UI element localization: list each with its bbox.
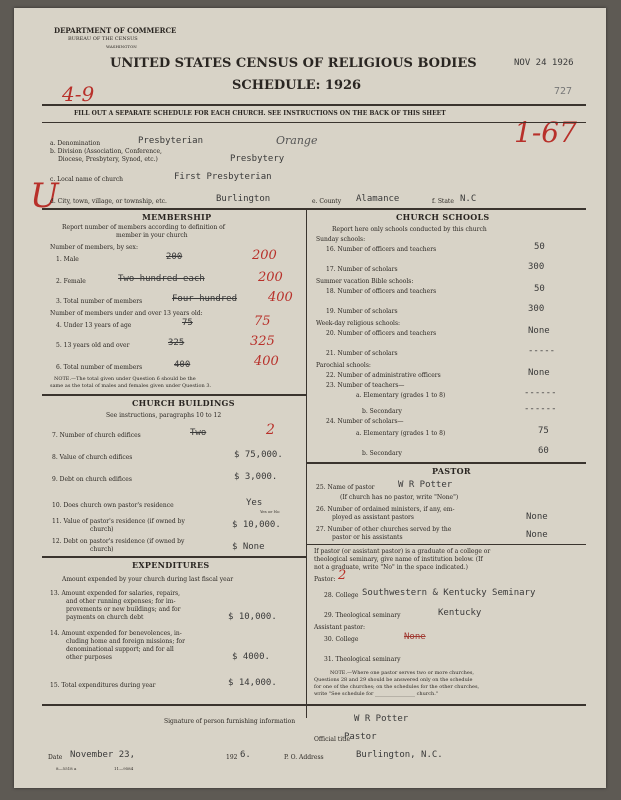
q5-label: 5. 13 years old and over (56, 342, 130, 349)
q21-value: ----- (528, 346, 556, 356)
buildings-sub: See instructions, paragraphs 10 to 12 (106, 412, 222, 419)
county-label: e. County (312, 198, 342, 205)
q9-value: $ 3,000. (234, 472, 278, 482)
q18-value: 50 (534, 284, 545, 294)
q12-label-a: 12. Debt on pastor's residence (if owned by (52, 538, 185, 545)
local-name-label: c. Local name of church (50, 176, 124, 183)
bureau-label: BUREAU OF THE CENSUS (68, 36, 138, 42)
po-address-value: Burlington, N.C. (356, 750, 443, 760)
denomination-label: a. Denomination (50, 140, 101, 147)
q1-label: 1. Male (56, 256, 79, 263)
q20-value: None (528, 326, 550, 336)
q14-value: $ 4000. (232, 652, 270, 662)
q10-hint: Yes or No (260, 509, 280, 514)
q6-typed: 400 (174, 360, 191, 370)
expenditures-sub: Amount expended by your church during last fiscal year (62, 576, 234, 583)
pastor-sublabel: Pastor: (314, 576, 336, 583)
q21-label: 21. Number of scholars (326, 350, 398, 357)
q2-typed: Two hundred each (118, 274, 205, 284)
q25-value: W R Potter (398, 480, 453, 490)
form-number: 8—5518 a (56, 766, 77, 771)
q8-value: $ 75,000. (234, 450, 283, 460)
q23a-label: a. Elementary (grades 1 to 8) (356, 392, 446, 399)
graduate-note-3: not a graduate, write "No" in the space indicated.) (314, 564, 468, 571)
form-title: UNITED STATES CENSUS OF RELIGIOUS BODIES (110, 56, 477, 71)
local-name-value: First Presbyterian (174, 172, 272, 182)
sunday-schools-label: Sunday schools: (316, 236, 366, 243)
q2-hand: 200 (258, 270, 283, 285)
q23b-label: b. Secondary (362, 408, 402, 415)
division-label-2: Diocese, Presbytery, Synod, etc.) (58, 156, 158, 163)
census-schedule-sheet (14, 8, 606, 788)
q13-label-d: payments on church debt (66, 614, 144, 621)
membership-note-a: NOTE.—The total given under Question 6 should be the (54, 376, 196, 382)
q5-typed: 325 (168, 338, 185, 348)
q3-hand: 400 (268, 290, 293, 305)
q23b-value: ------ (524, 404, 557, 414)
q15-label: 15. Total expenditures during year (50, 682, 156, 689)
year-label: 192 (226, 754, 238, 761)
q7-label: 7. Number of church edifices (52, 432, 141, 439)
state-value: N.C (460, 194, 477, 204)
po-address-label: P. O. Address (284, 754, 324, 761)
q16-value: 50 (534, 242, 545, 252)
q24b-value: 60 (538, 446, 549, 456)
parochial-schools-label: Parochial schools: (316, 362, 371, 369)
graduate-note-1: If pastor (or assistant pastor) is a graduate of a college or (314, 548, 491, 555)
denomination-handwritten-note: Orange (276, 134, 318, 147)
received-stamp-date: NOV 24 1926 (514, 58, 574, 68)
q13-label-b: and other running expenses; for im- (66, 598, 176, 605)
q11-label-b: church) (90, 526, 114, 533)
q24a-label: a. Elementary (grades 1 to 8) (356, 430, 446, 437)
signature-value: W R Potter (354, 714, 409, 724)
q30-label: 30. College (324, 636, 359, 643)
state-label: f. State (432, 198, 454, 205)
instruction-line: FILL OUT A SEPARATE SCHEDULE FOR EACH CHURCH. SEE INSTRUCTIONS ON THE BACK OF THIS SHEET (74, 110, 446, 117)
q7-hand: 2 (266, 422, 275, 438)
q26-label-b: ployed as assistant pastors (332, 514, 414, 521)
q28-value: Southwestern & Kentucky Seminary (362, 588, 536, 598)
membership-note-1: Report number of members according to definition of (62, 224, 226, 231)
q14-label-c: denominational support; and for all (66, 646, 174, 653)
buildings-heading: CHURCH BUILDINGS (132, 398, 235, 408)
division-value: Presbytery (230, 154, 285, 164)
handwritten-number: 1-67 (514, 116, 577, 149)
q6-hand: 400 (254, 354, 279, 369)
city-field-label: d. City, town, village, or township, etc. (50, 198, 167, 205)
q3-label: 3. Total number of members (56, 298, 143, 305)
q17-label: 17. Number of scholars (326, 266, 398, 273)
schools-heading: CHURCH SCHOOLS (396, 212, 490, 222)
q4-typed: 75 (182, 318, 193, 328)
signature-label: Signature of person furnishing information (164, 718, 296, 725)
q1-typed: 200 (166, 252, 183, 262)
pastor-hand-mark: 2 (338, 568, 347, 583)
members-by-age-label: Number of members under and over 13 years old: (50, 310, 203, 317)
date-label: Date (48, 754, 63, 761)
q31-label: 31. Theological seminary (324, 656, 401, 663)
pastor-note-1: NOTE.—Where one pastor serves two or more churches, (330, 670, 475, 676)
q27-value: None (526, 530, 548, 540)
q10-value: Yes (246, 498, 263, 508)
received-stamp-number: 727 (554, 86, 573, 97)
q12-label-b: church) (90, 546, 114, 553)
q20-label: 20. Number of officers and teachers (326, 330, 437, 337)
q16-label: 16. Number of officers and teachers (326, 246, 437, 253)
schools-sub: Report here only schools conducted by this church (332, 226, 487, 233)
q1-hand: 200 (252, 248, 277, 263)
members-by-sex-label: Number of members, by sex: (50, 244, 138, 251)
q15-value: $ 14,000. (228, 678, 277, 688)
q5-hand: 325 (250, 334, 275, 349)
city-field-value: Burlington (216, 194, 271, 204)
summer-schools-label: Summer vacation Bible schools: (316, 278, 414, 285)
denomination-value: Presbyterian (138, 136, 204, 146)
date-value: November 23, (70, 750, 136, 760)
q13-value: $ 10,000. (228, 612, 277, 622)
q2-label: 2. Female (56, 278, 86, 285)
q4-hand: 75 (254, 314, 271, 329)
q17-value: 300 (528, 262, 545, 272)
weekday-schools-label: Week-day religious schools: (316, 320, 401, 327)
q29-value: Kentucky (438, 608, 482, 618)
q11-label-a: 11. Value of pastor's residence (if owned by (52, 518, 185, 525)
q9-label: 9. Debt on church edifices (52, 476, 132, 483)
city-label: WASHINGTON (106, 44, 137, 49)
q24a-value: 75 (538, 426, 549, 436)
assistant-pastor-label: Assistant pastor: (314, 624, 366, 631)
q13-label-a: 13. Amount expended for salaries, repairs, (50, 590, 181, 597)
q3-typed: Four hundred (172, 294, 238, 304)
q4-label: 4. Under 13 years of age (56, 322, 132, 329)
q10-label: 10. Does church own pastor's residence (52, 502, 174, 509)
handwritten-margin-mark: U (30, 176, 59, 216)
q14-label-d: other purposes (66, 654, 112, 661)
expenditures-heading: EXPENDITURES (132, 560, 210, 570)
q27-label-a: 27. Number of other churches served by the (316, 526, 452, 533)
q22-label: 22. Number of administrative officers (326, 372, 441, 379)
q19-value: 300 (528, 304, 545, 314)
q14-label-b: cluding home and foreign missions; for (66, 638, 185, 645)
pastor-heading: PASTOR (432, 466, 471, 476)
q12-value: $ None (232, 542, 265, 552)
q11-value: $ 10,000. (232, 520, 281, 530)
county-value: Alamance (356, 194, 400, 204)
q28-label: 28. College (324, 592, 359, 599)
pastor-note-2: Questions 28 and 29 should be answered only on the schedule (314, 677, 473, 683)
handwritten-code: 4-9 (62, 82, 95, 106)
q23a-value: ------ (524, 388, 557, 398)
division-label-1: b. Division (Association, Conference, (50, 148, 162, 155)
q14-label-a: 14. Amount expended for benevolences, in- (50, 630, 182, 637)
pastor-note-4: write "See schedule for ________________ church." (314, 691, 439, 697)
pastor-note-3: for one of the churches; on the schedules for the other churches, (314, 684, 480, 690)
print-number: 11—9584 (114, 766, 134, 771)
q13-label-c: provements or new buildings; and for (66, 606, 181, 613)
q6-label: 6. Total number of members (56, 364, 143, 371)
q19-label: 19. Number of scholars (326, 308, 398, 315)
schedule-title: SCHEDULE: 1926 (232, 78, 362, 93)
q29-label: 29. Theological seminary (324, 612, 401, 619)
official-title-value: Pastor (344, 732, 377, 742)
dept-label: DEPARTMENT OF COMMERCE (54, 26, 177, 35)
q22-value: None (528, 368, 550, 378)
q23-label: 23. Number of teachers— (326, 382, 405, 389)
membership-note-b: same as the total of males and females given under Question 3. (50, 383, 212, 389)
q24b-label: b. Secondary (362, 450, 402, 457)
q25-label: 25. Name of pastor (316, 484, 375, 491)
q8-label: 8. Value of church edifices (52, 454, 133, 461)
year-value: 6. (240, 750, 251, 760)
q30-value: None (404, 632, 426, 642)
q25-note: (If church has no pastor, write "None") (340, 494, 459, 501)
q18-label: 18. Number of officers and teachers (326, 288, 437, 295)
graduate-note-2: theological seminary, give name of institution below. (If (314, 556, 483, 563)
membership-heading: MEMBERSHIP (142, 212, 212, 222)
official-title-label: Official title (314, 736, 350, 743)
q26-label-a: 26. Number of ordained ministers, if any, em- (316, 506, 455, 513)
q26-value: None (526, 512, 548, 522)
q27-label-b: pastor or his assistants (332, 534, 403, 541)
q24-label: 24. Number of scholars— (326, 418, 404, 425)
q7-typed: Two (190, 428, 207, 438)
membership-note-2: member in your church (116, 232, 188, 239)
